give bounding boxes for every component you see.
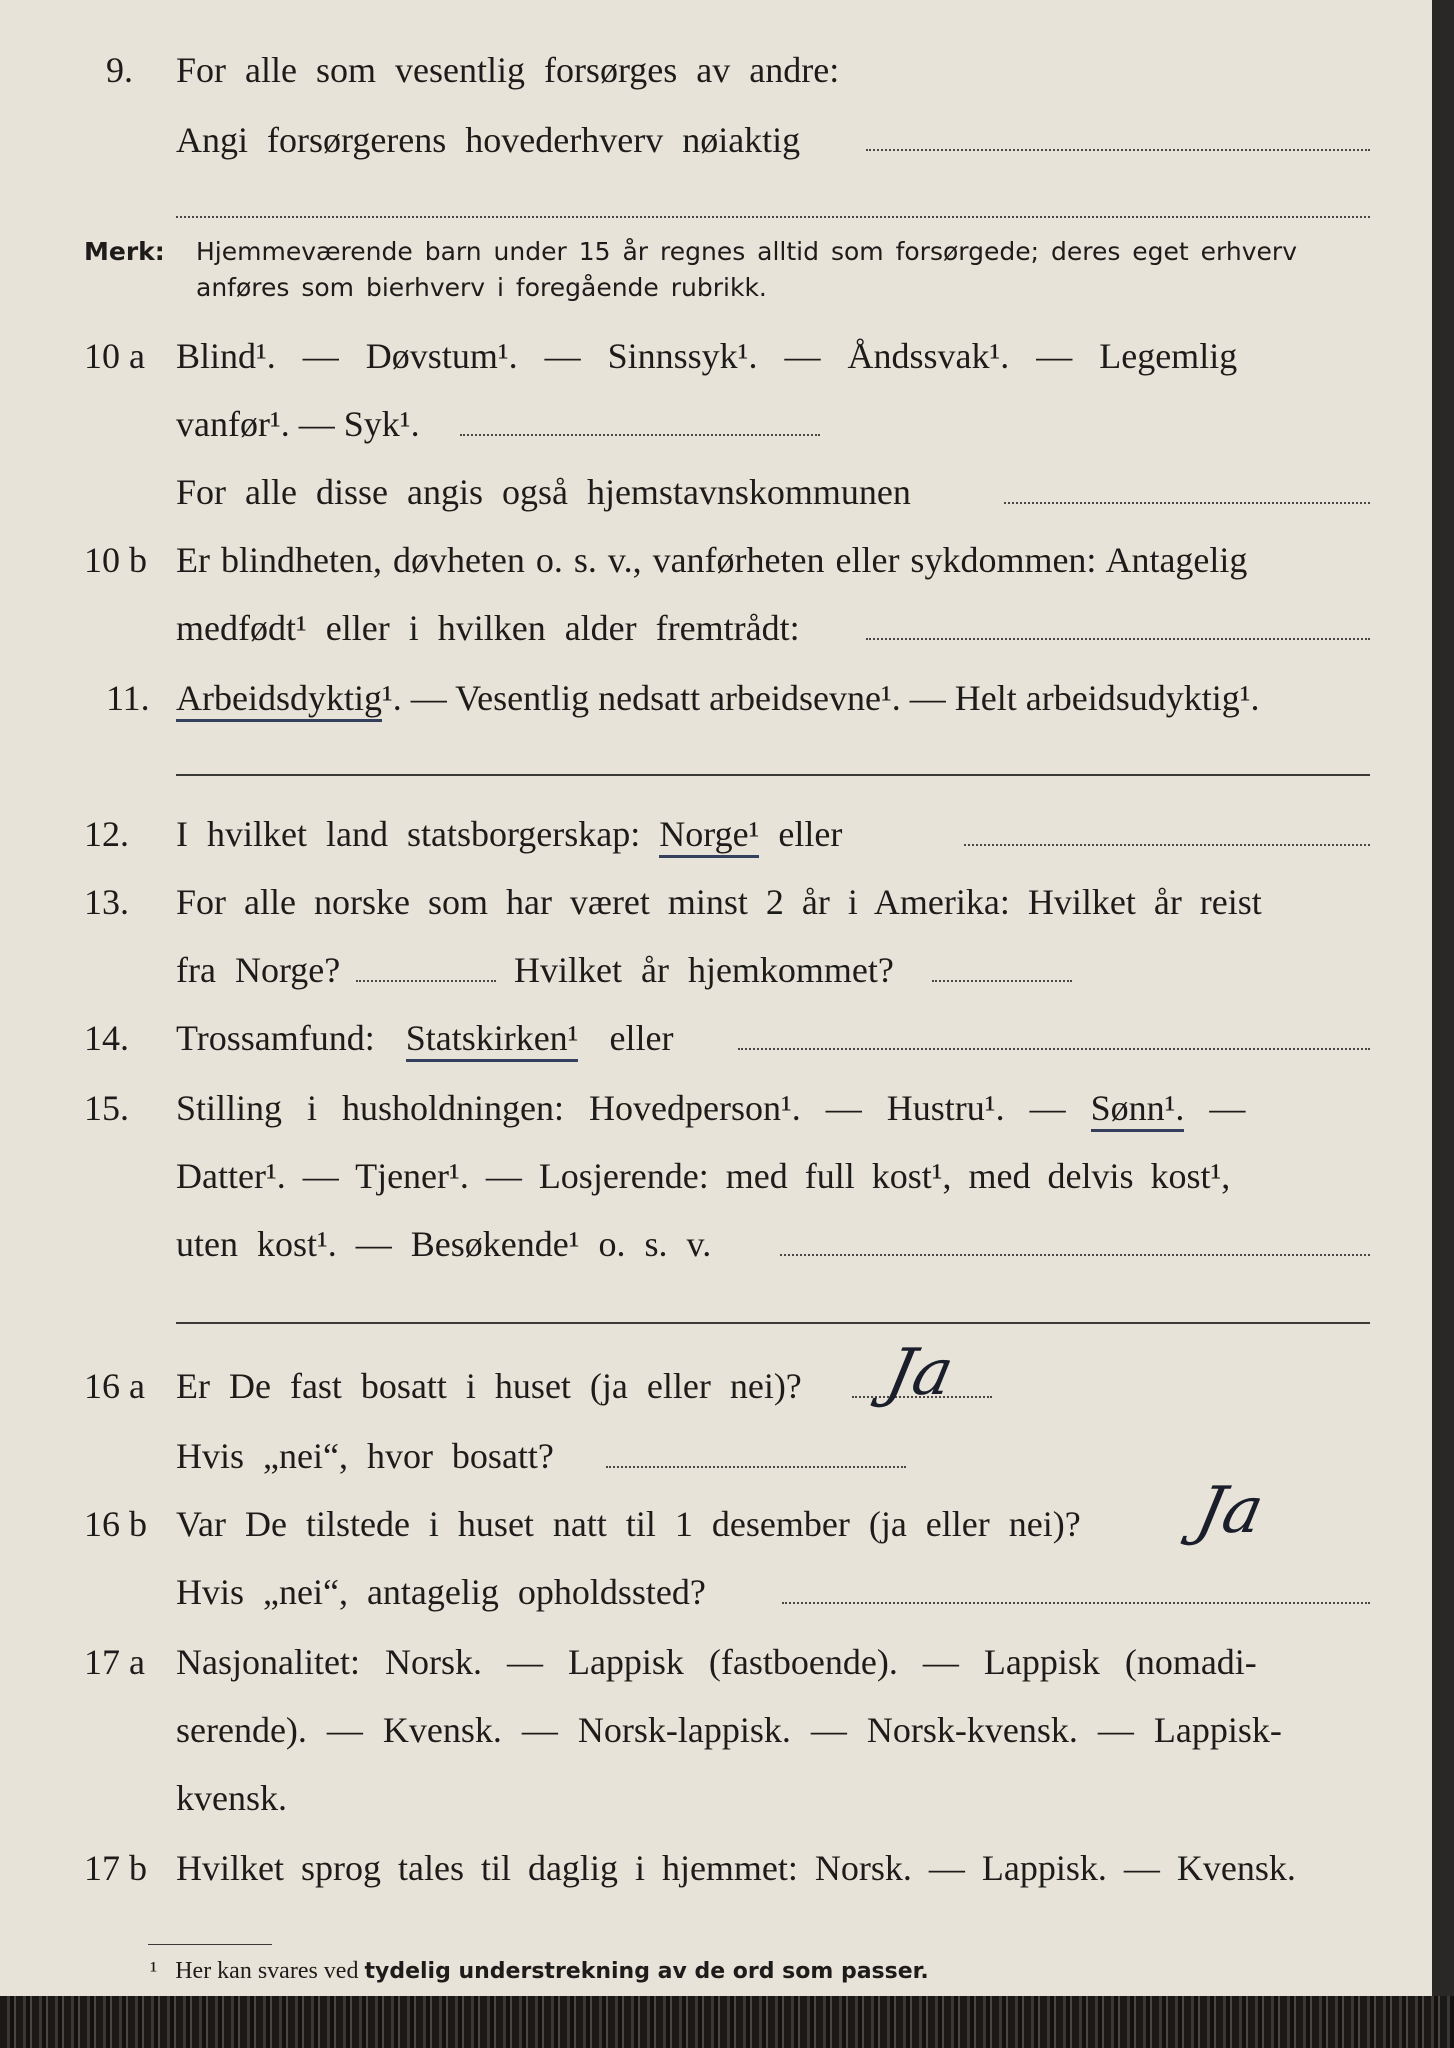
q17a-line3: kvensk.: [176, 1778, 287, 1818]
q11-row: [0, 672, 1432, 724]
q15-line1b: —: [1209, 1088, 1246, 1128]
q15-line3: uten kost¹. — Besøkende¹ o. s. v.: [176, 1224, 712, 1264]
q9-answer-line-2[interactable]: [176, 216, 1370, 218]
q16a-row1: [0, 1360, 1432, 1412]
q17b-number: 17 b: [84, 1848, 147, 1888]
q16b-line2: Hvis „nei“, antagelig opholdssted?: [176, 1572, 706, 1612]
merk-line2: anføres som bierhverv i foregående rubrikk.: [196, 273, 767, 302]
q15-line1a: Stilling i husholdningen: Hovedperson¹. — Hustru¹. —: [176, 1088, 1066, 1128]
q9-line1: For alle som vesentlig forsørges av andre:: [176, 50, 840, 90]
q17a-number: 17 a: [84, 1642, 145, 1682]
q9-row2: [0, 114, 1432, 166]
q10a-answer-line[interactable]: [460, 434, 820, 436]
q17a-row3: [0, 1772, 1432, 1824]
q9-line2: Angi forsørgerens hovederhverv nøiaktig: [176, 120, 801, 160]
q10a-row2: [0, 398, 1432, 450]
q15-row1: [0, 1082, 1432, 1134]
q11-rest: ¹. — Vesentlig nedsatt arbeidsevne¹. — Helt arbeidsudyktig¹.: [381, 678, 1260, 718]
q12-text: [176, 808, 842, 860]
q10a-row1: [0, 330, 1432, 382]
q10a-row3: [0, 466, 1432, 518]
q16a-handwritten-answer: Ja: [880, 1336, 960, 1410]
q16b-handwritten-answer: Ja: [1190, 1474, 1270, 1548]
q17a-row2: [0, 1704, 1432, 1756]
footnote-text: Her kan svares ved: [175, 1958, 359, 1984]
q14-underlined-answer: Statskirken¹: [406, 1018, 579, 1062]
q10a-line2: vanfør¹. — Syk¹.: [176, 404, 420, 444]
q9-number: 9.: [106, 50, 133, 90]
q16a-number: 16 a: [84, 1366, 145, 1406]
footnote-bold: tydelig understrekning av de ord som passer.: [364, 1959, 929, 1984]
q17a-row1: [0, 1636, 1432, 1688]
section-divider-1: [176, 774, 1370, 776]
q14-prefix: Trossamfund:: [176, 1018, 375, 1058]
q10b-row1: [0, 534, 1432, 586]
q12-row: [0, 808, 1432, 860]
q12-underlined-answer: Norge¹: [659, 814, 759, 858]
q17a-line1: Nasjonalitet: Norsk. — Lappisk (fastboende). — Lappisk (nomadi-: [176, 1642, 1257, 1682]
q16b-number: 16 b: [84, 1504, 147, 1544]
scan-edge-strip: [0, 1996, 1454, 2048]
q15-line2: Datter¹. — Tjener¹. — Losjerende: med full kost¹, med delvis kost¹,: [176, 1156, 1231, 1196]
footnote-rule: [148, 1944, 272, 1945]
q12-number: 12.: [84, 814, 129, 854]
q12-answer-line[interactable]: [964, 844, 1370, 846]
section-divider-2: [176, 1322, 1370, 1324]
q15-row2: [0, 1150, 1432, 1202]
q16a-bosatt-line[interactable]: [606, 1466, 906, 1468]
q10b-line2: medfødt¹ eller i hvilken alder fremtrådt:: [176, 608, 800, 648]
q14-suffix: eller: [609, 1018, 674, 1058]
q10b-answer-line[interactable]: [866, 638, 1370, 640]
q10a-number: 10 a: [84, 336, 145, 376]
q17a-line2: serende). — Kvensk. — Norsk-lappisk. — Norsk-kvensk. — Lappisk-: [176, 1710, 1282, 1750]
q13-line1: For alle norske som har været minst 2 år i Amerika: Hvilket år reist: [176, 882, 1262, 922]
q11-text: [176, 672, 1260, 724]
q15-answer-line[interactable]: [780, 1254, 1370, 1256]
q13-reist-line[interactable]: [356, 980, 496, 982]
q13-row2: [0, 944, 1432, 996]
q11-number: 11.: [106, 678, 150, 718]
q10b-number: 10 b: [84, 540, 147, 580]
q13-line2b: Hvilket år hjemkommet?: [514, 950, 894, 990]
q9-answer-line[interactable]: [866, 149, 1370, 151]
q13-line2a: fra Norge?: [176, 950, 341, 990]
q16a-line2: Hvis „nei“, hvor bosatt?: [176, 1436, 554, 1476]
q10b-row2: [0, 602, 1432, 654]
q9-row: [0, 44, 1432, 96]
q14-number: 14.: [84, 1018, 129, 1058]
q10a-line3: For alle disse angis også hjemstavnskommunen: [176, 472, 911, 512]
footnote-mark: ¹: [150, 1958, 158, 1984]
q17b-line1: Hvilket sprog tales til daglig i hjemmet: Norsk. — Lappisk. — Kvensk.: [176, 1848, 1296, 1888]
q16b-opholdssted-line[interactable]: [782, 1602, 1370, 1604]
footnote: [150, 1956, 929, 1987]
q13-row1: [0, 876, 1432, 928]
merk-label: Merk:: [84, 237, 165, 266]
q12-suffix: eller: [778, 814, 843, 854]
q15-underlined-answer: Sønn¹.: [1091, 1088, 1185, 1132]
q17b-row: [0, 1842, 1432, 1894]
merk-line1: Hjemmeværende barn under 15 år regnes alltid som forsørgede; deres eget erhverv: [196, 237, 1297, 266]
q15-number: 15.: [84, 1088, 129, 1128]
q16b-line1: Var De tilstede i huset natt til 1 desember (ja eller nei)?: [176, 1504, 1081, 1544]
q10a-hjemstavn-line[interactable]: [1004, 502, 1370, 504]
q14-text: [176, 1012, 673, 1064]
q13-hjemkommet-line[interactable]: [932, 980, 1072, 982]
q11-underlined-answer: Arbeidsdyktig: [176, 678, 382, 722]
q16b-row2: [0, 1566, 1432, 1618]
q13-number: 13.: [84, 882, 129, 922]
q16a-line1: Er De fast bosatt i huset (ja eller nei)?: [176, 1366, 802, 1406]
q10a-line1: Blind¹. — Døvstum¹. — Sinnssyk¹. — Åndssvak¹. — Legemlig: [176, 336, 1238, 376]
q10b-line1: Er blindheten, døvheten o. s. v., vanførheten eller sykdommen: Antagelig: [176, 540, 1248, 580]
q15-row3: [0, 1218, 1432, 1270]
q14-answer-line[interactable]: [738, 1048, 1370, 1050]
q15-line1: [176, 1082, 1245, 1134]
q12-prefix: I hvilket land statsborgerskap:: [176, 814, 641, 854]
q14-row: [0, 1012, 1432, 1064]
